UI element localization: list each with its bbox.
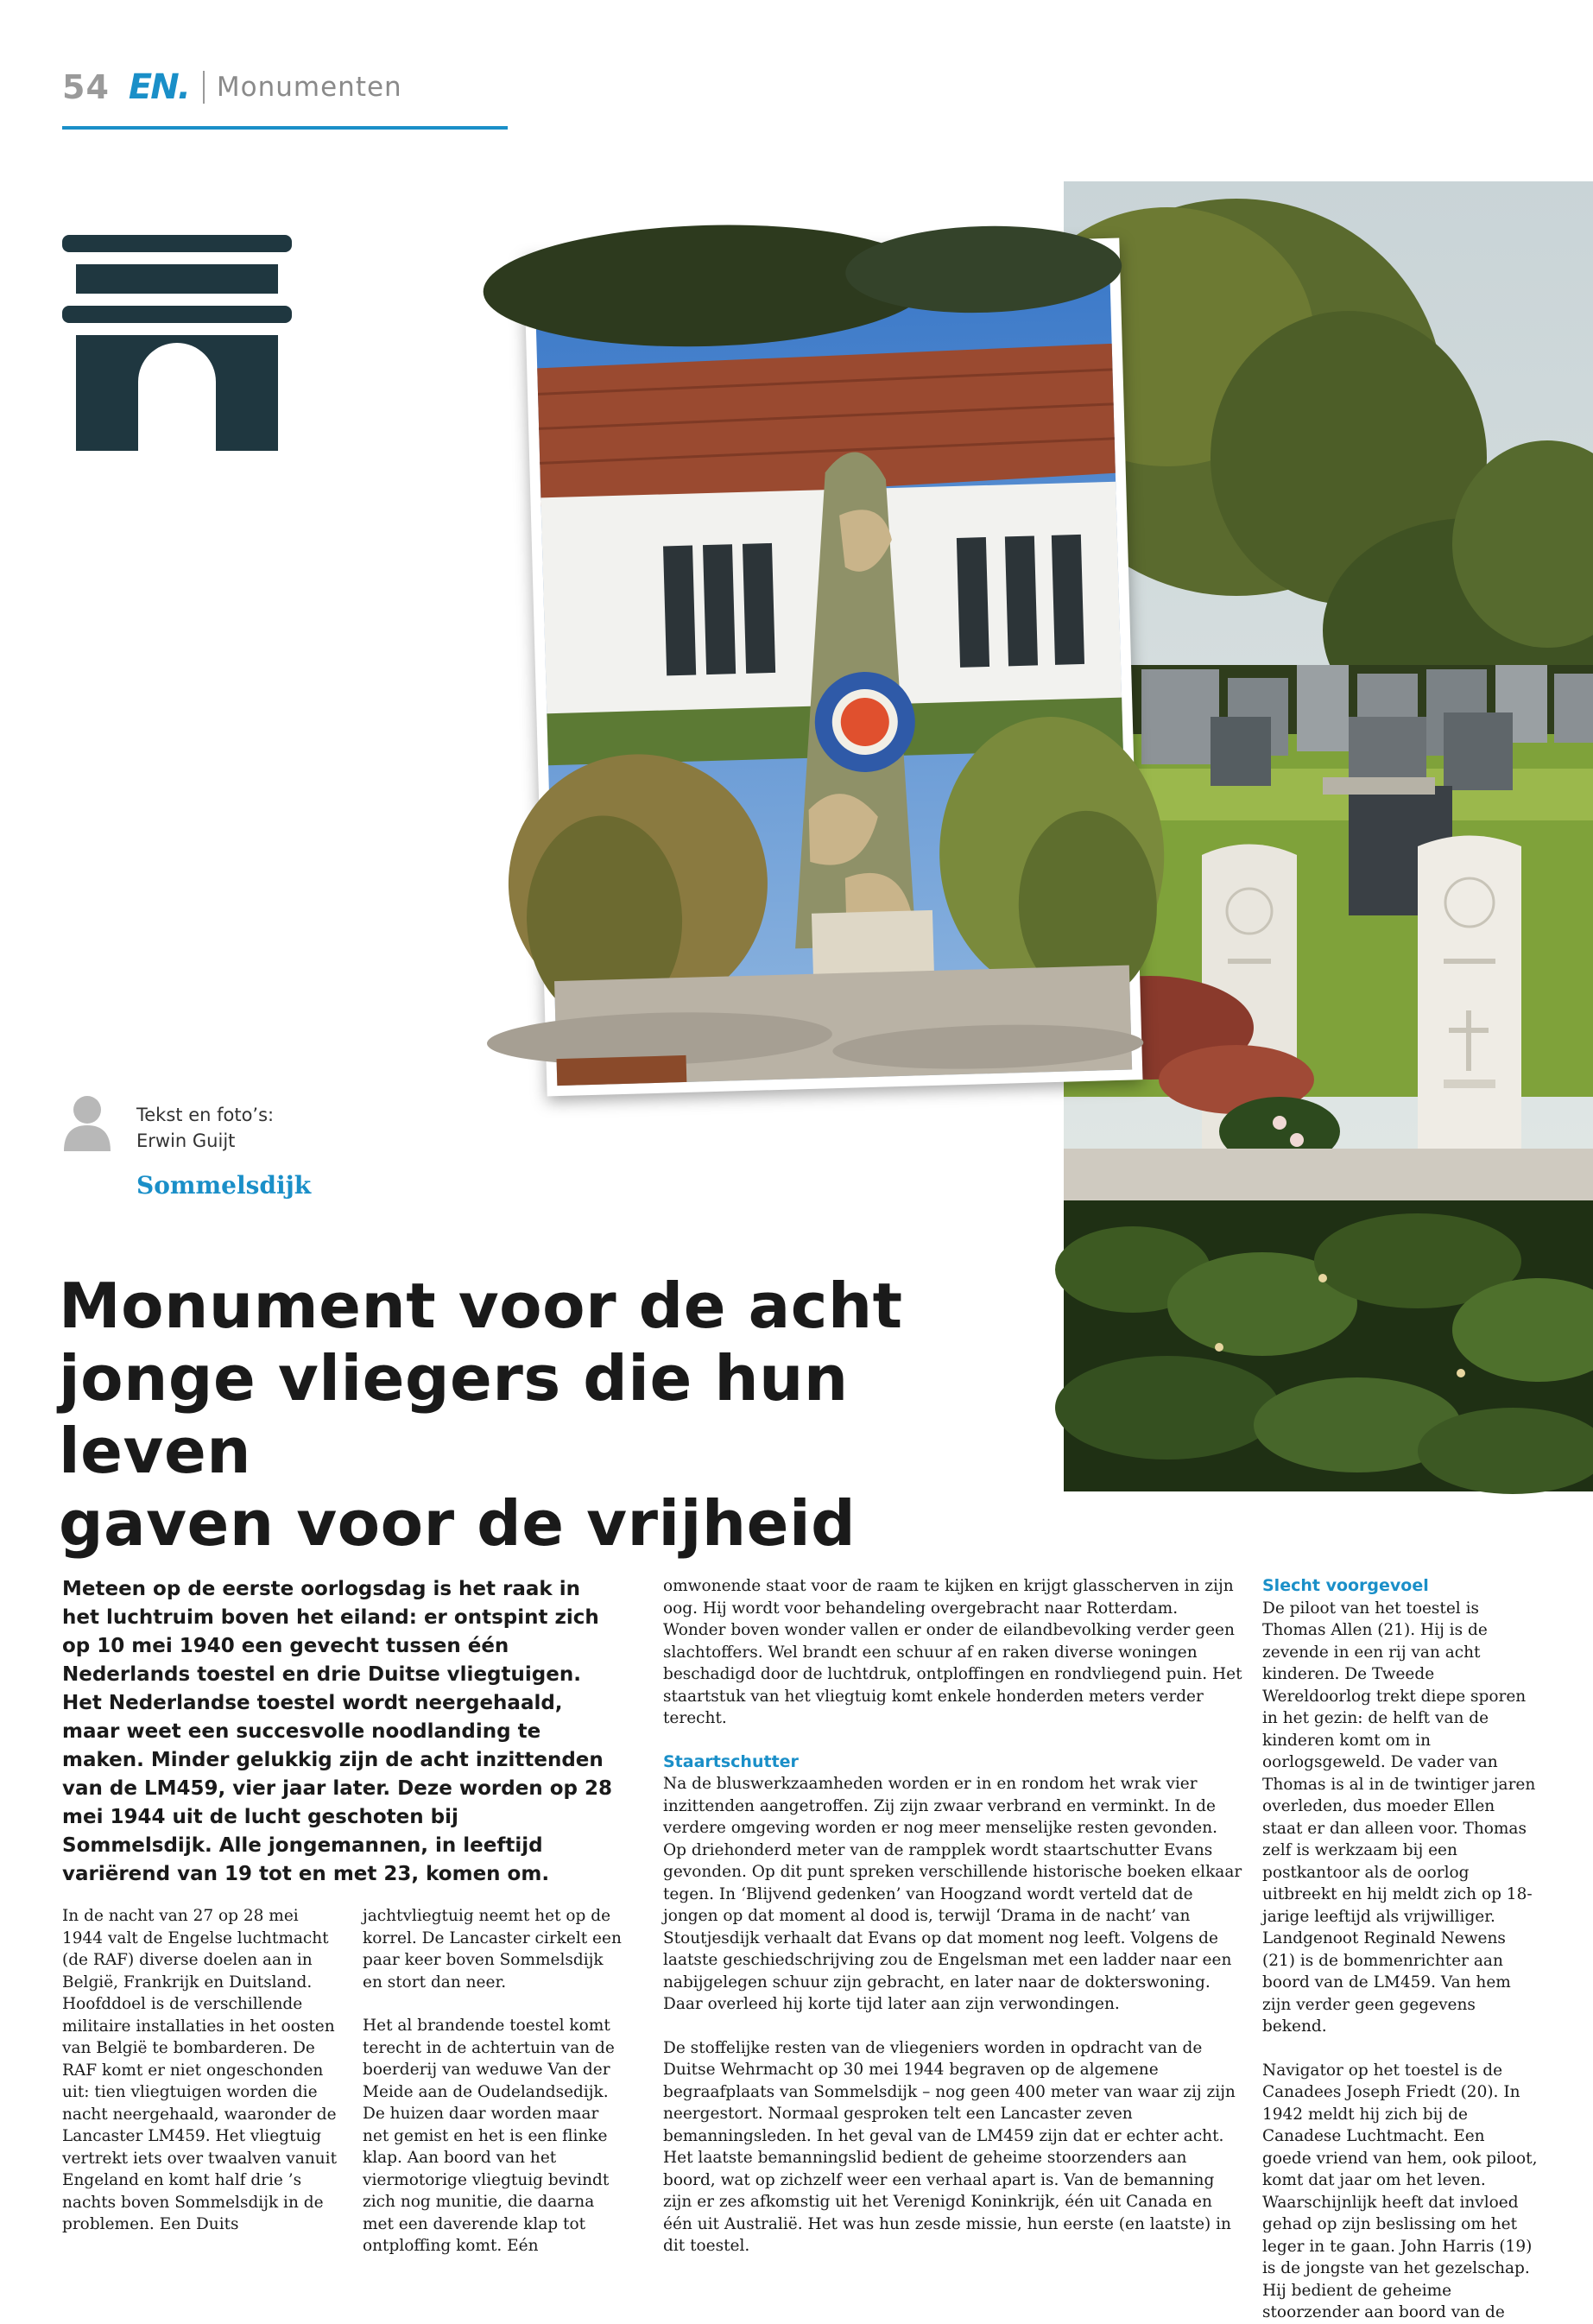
page-title xyxy=(59,1270,1052,1560)
headline-line-1: Monument voor de acht xyxy=(59,1270,903,1342)
column-2-paragraph-2: Het al brandende toestel komt terecht in de achtertuin van de boerderij van weduwe Van der Meide aan de Oudelandsedijk. De huizen daar worden maar net gemist en het is een flinke klap. Aan boord van het viermotorige vliegtuig bevindt zich nog munitie, die daarna met een daverende klap tot ontploffing komt. Eén xyxy=(363,2017,615,2255)
arch-icon xyxy=(62,235,292,451)
column-3-paragraph-3: De stoffelijke resten van de vliegeniers worden in opdracht van de Duitse Wehrmacht op 30 mei 1944 begraven op de algemene begraafplaats van Sommelsdijk – nog geen 400 meter van waar zij zijn neergestort. Normaal gesproken telt een Lancaster zeven bemanningsleden. In het geval van de LM459 zijn dat er echter acht. Het laatste bemanningslid bedient de geheime stoorzenders aan boord, wat op zichzelf weer een verhaal apart is. Van de bemanning zijn er zes afkomstig uit het Verenigd Koninkrijk, één uit Canada en één uit Australië. Het was hun zesde missie, hun eerste (en laatste) in dit toestel. xyxy=(663,2038,1236,2255)
column-4-paragraph-2: Navigator op het toestel is de Canadees Joseph Friedt (20). In 1942 meldt hij zich bij de Canadese Luchtmacht. Een goede vriend van hem, ook piloot, komt dat jaar om het leven. Waarschijnlijk heeft dat invloed gehad op zijn beslissing om het leger in te gaan. John Harris (19) is de jongste van het gezelschap. Hij bedient de geheime stoorzender aan boord van de xyxy=(1262,2061,1538,2321)
column-2-paragraph-1: jachtvliegtuig neemt het op de korrel. De Lancaster cirkelt een paar keer boven Sommelsdijk en stort dan neer. xyxy=(363,1907,622,1992)
location-label: Sommelsdijk xyxy=(136,1171,312,1200)
person-icon xyxy=(62,1092,112,1151)
headline-line-2: jonge vliegers die hun leven xyxy=(59,1342,849,1487)
publication-logo: EN. xyxy=(128,67,189,107)
subheading-slecht-voorgevoel: Slecht voorgevoel xyxy=(1262,1576,1429,1595)
byline xyxy=(136,1102,274,1154)
page-number: 54 xyxy=(62,68,110,106)
byline-label: Tekst en foto’s: xyxy=(136,1105,275,1125)
headline-line-3: gaven voor de vrijheid xyxy=(59,1487,857,1560)
section-title: Monumenten xyxy=(216,72,402,103)
monument-photo xyxy=(524,238,1143,1097)
article-column-1 xyxy=(62,1905,338,2236)
header-rule xyxy=(62,126,508,130)
page-header xyxy=(62,67,402,107)
article-column-2 xyxy=(363,1905,622,2258)
column-4-paragraph-1: De piloot van het toestel is Thomas Allen (21). Hij is de zevende in een rij van acht kinderen. De Tweede Wereldoorlog trekt diepe sporen in het gezin: de helft van de kinderen komt om in oorlogsgeweld. De vader van Thomas is al in de twintiger jaren overleden, dus moeder Ellen staat er dan alleen voor. Thomas zelf is werkzaam bij een postkantoor als de oorlog uitbreekt en hij meldt zich op 18-jarige leeftijd als vrijwilliger. Landgenoot Reginald Newens (21) is de bommenrichter aan boord van de LM459. Van hem zijn verder geen gegevens bekend. xyxy=(1262,1599,1536,2036)
intro-paragraph: Meteen op de eerste oorlogsdag is het raak in het luchtruim boven het eiland: er ontspint zich op 10 mei 1940 een gevecht tussen één Nederlands toestel en drie Duitse vliegtuigen. Het Nederlandse toestel wordt neergehaald, maar weet een succesvolle noodlanding te maken. Minder gelukkig zijn de acht inzittenden van de LM459, vier jaar later. Deze worden op 28 mei 1944 uit de lucht geschoten bij Sommelsdijk. Alle jongemannen, in leeftijd variërend van 19 tot en met 23, komen om. xyxy=(62,1578,612,1885)
column-3-paragraph-2: Na de bluswerkzaamheden worden er in en rondom het wrak vier inzittenden aangetroffen. Zij zijn zwaar verbrand en verminkt. In de verdere omgeving worden er nog meer menselijke resten gevonden. Op driehonderd meter van de rampplek wordt staartschutter Evans gevonden. Op dit punt spreken verschillende historische boeken elkaar tegen. In ‘Blijvend gedenken’ van Hoogzand wordt verteld dat de jongen op dat moment al dood is, terwijl ‘Drama in de nacht’ van Stoutjesdijk verhaalt dat Evans op dat moment nog leeft. Volgens de laatste geschiedschrijving zou de Engelsman met een ladder naar een nabijgelegen schuur zijn gebracht, en later naar de dokterswoning. Daar overleed hij korte tijd later aan zijn verwondingen. xyxy=(663,1775,1242,2013)
byline-author: Erwin Guijt xyxy=(136,1130,236,1151)
subheading-staartschutter: Staartschutter xyxy=(663,1751,799,1771)
article-column-4 xyxy=(1262,1575,1539,2324)
header-divider xyxy=(203,71,205,104)
column-3-paragraph-1: omwonende staat voor de raam te kijken en krijgt glasscherven in zijn oog. Hij wordt voor behandeling overgebracht naar Rotterdam. Wonder boven wonder vallen er onder de eilandbevolking verder geen slachtoffers. Wel brandt een schuur af en raken diverse woningen beschadigd door de luchtdruk, ontploffingen en rondvliegend puin. Het staartstuk van het vliegtuig komt enkele honderden meters verder terecht. xyxy=(663,1577,1242,1727)
column-1-paragraph: In de nacht van 27 op 28 mei 1944 valt de Engelse luchtmacht (de RAF) diverse doelen aan in België, Frankrijk en Duitsland. Hoofddoel is de verschillende militaire installaties in het oosten van België te bombarderen. De RAF komt er niet ongeschonden uit: tien vliegtuigen worden die nacht neergehaald, waaronder de Lancaster LM459. Het vliegtuig vertrekt iets over twaalven vanuit Engeland en komt half drie ’s nachts boven Sommelsdijk in de problemen. Een Duits xyxy=(62,1907,338,2233)
article-column-3 xyxy=(663,1575,1243,2258)
